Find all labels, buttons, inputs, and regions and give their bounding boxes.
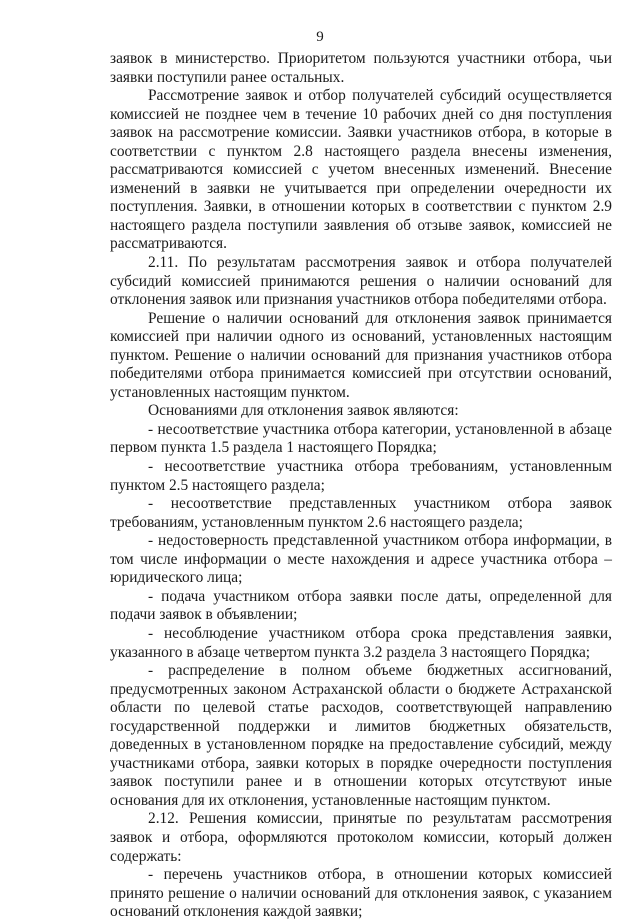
paragraph-decision-grounds: Решение о наличии оснований для отклонения заявок принимается комиссией при наличии одного из оснований, установленных настоящим пунктом. Решение о наличии оснований для признания участников отбора победителями отбора принимается комиссией при отсутствии оснований, установленных настоящим пунктом. [110,309,612,401]
list-item: - несоответствие представленных участником отбора заявок требованиям, установленным пунктом 2.6 настоящего раздела; [110,495,612,531]
list-item: - несоблюдение участником отбора срока представления заявки, указанного в абзаце четвертом пункта 3.2 раздела 3 настоящего Порядка; [110,624,612,661]
list-item: - распределение в полном объеме бюджетных ассигнований, предусмотренных законом Астраханской области о бюджете Астраханской области по целевой статье расходов, соответствующей направлению государственной поддержки и лимитов бюджетных обязательств, доведенных в установленном порядке на предоставление субсидий, между участниками отбора, заявки которых в порядке очередности поступления заявок поступили ранее и в отношении которых отсутствуют иные основания для их отклонения, установленные настоящим пунктом. [110,662,612,809]
document-body [110,50,612,922]
list-item: - недостоверность представленной участником отбора информации, в том числе информации о месте нахождения и адресе участника отбора – юридического лица; [110,532,612,587]
list-item: - несоответствие участника отбора требованиям, установленным пунктом 2.5 настоящего раздела; [110,458,612,494]
paragraph-continuation: заявок в министерство. Приоритетом пользуются участники отбора, чьи заявки поступили ранее остальных. [110,50,612,86]
page-number: 9 [316,29,324,45]
paragraph-2-12: 2.12. Решения комиссии, принятые по результатам рассмотрения заявок и отбора, оформляются протоколом комиссии, который должен содержать: [110,810,612,865]
paragraph-2-11: 2.11. По результатам рассмотрения заявок и отбора получателей субсидий комиссией принимаются решения о наличии оснований для отклонения заявок или признания участников отбора победителями отбора. [110,254,612,309]
list-item: - несоответствие участника отбора категории, установленной в абзаце первом пункта 1.5 раздела 1 настоящего Порядка; [110,420,612,457]
paragraph-rejection-grounds-intro: Основаниями для отклонения заявок являются: [148,402,459,420]
paragraph-review-procedure: Рассмотрение заявок и отбор получателей субсидий осуществляется комиссией не позднее чем в течение 10 рабочих дней со дня поступления заявок на рассмотрение комиссии. Заявки участников отбора, в которые в соответствии с пунктом 2.8 настоящего раздела внесены изменения, рассматриваются комиссией с учетом внесенных изменений. Внесение изменений в заявки не учитывается при определении очередности их поступления. Заявки, в отношении которых в соответствии с пунктом 2.9 настоящего раздела поступили заявления об отзыве заявок, комиссией не рассматриваются. [110,87,612,253]
list-item: - подача участником отбора заявки после даты, определенной для подачи заявок в объявлении; [110,587,612,624]
list-item: - перечень участников отбора, в отношении которых комиссией принято решение о наличии оснований для отклонения заявок, с указанием оснований отклонения каждой заявки; [110,866,612,921]
